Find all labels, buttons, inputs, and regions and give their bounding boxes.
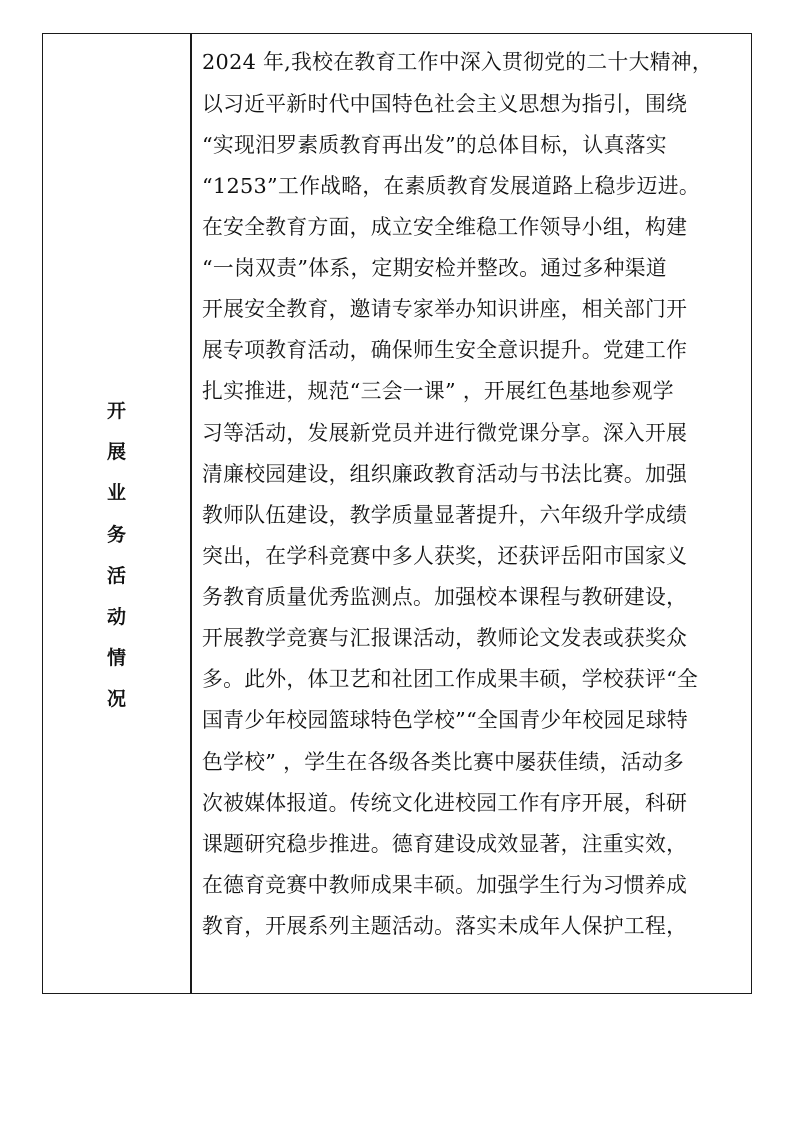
body-line: 2024 年,我校在教育工作中深入贯彻党的二十大精神，: [202, 50, 713, 74]
body-line: 在安全教育方面，成立安全维稳工作领导小组，构建: [202, 215, 688, 239]
body-line: 在德育竞赛中教师成果丰硕。加强学生行为习惯养成: [202, 873, 688, 897]
body-line: “1253”工作战略，在素质教育发展道路上稳步迈进。: [202, 174, 700, 198]
body-line: 课题研究稳步推进。德育建设成效显著，注重实效，: [202, 832, 688, 856]
body-line: 务教育质量优秀监测点。加强校本课程与教研建设，: [202, 585, 688, 609]
body-line: 开展教学竞赛与汇报课活动，教师论文发表或获奖众: [202, 626, 688, 650]
label-cell: [43, 34, 190, 993]
body-line: 清廉校园建设，组织廉政教育活动与书法比赛。加强: [202, 462, 688, 486]
activity-table: [42, 33, 752, 994]
body-line: 开展安全教育，邀请专家举办知识讲座，相关部门开: [202, 297, 688, 321]
body-line: “实现汨罗素质教育再出发”的总体目标，认真落实: [202, 133, 667, 157]
body-line: 次被媒体报道。传统文化进校园工作有序开展，科研: [202, 791, 688, 815]
body-line: 教育，开展系列主题活动。落实未成年人保护工程，: [202, 914, 688, 938]
body-line: 色学校” ，学生在各级各类比赛中屡获佳绩，活动多: [202, 750, 684, 774]
body-line: 突出，在学科竞赛中多人获奖，还获评岳阳市国家义: [202, 544, 688, 568]
body-line: 习等活动，发展新党员并进行微党课分享。深入开展: [202, 421, 688, 445]
body-line: 以习近平新时代中国特色社会主义思想为指引，围绕: [202, 92, 688, 116]
body-line: 多。此外，体卫艺和社团工作成果丰硕，学校获评“全: [202, 667, 699, 691]
body-line: 教师队伍建设，教学质量显著提升，六年级升学成绩: [202, 503, 688, 527]
content-cell: [192, 34, 751, 993]
body-line: 展专项教育活动，确保师生安全意识提升。党建工作: [202, 338, 688, 362]
body-line: 国青少年校园篮球特色学校”“全国青少年校园足球特: [202, 708, 688, 732]
section-label: 开 展 业 务 活 动 情 况: [106, 400, 126, 711]
body-line: 扎实推进，规范“三会一课” ，开展红色基地参观学: [202, 379, 674, 403]
body-line: “一岗双责”体系，定期安检并整改。通过多种渠道: [202, 256, 667, 280]
